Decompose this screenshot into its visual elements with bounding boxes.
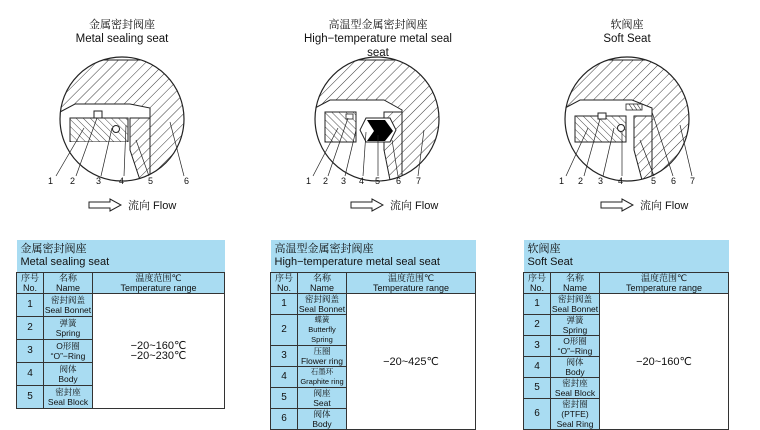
table-1-title-en: Metal sealing seat bbox=[20, 256, 110, 268]
right-arrow-icon bbox=[600, 198, 634, 212]
callout-2-7: 7 bbox=[416, 176, 422, 186]
row-name: 石墨环 Graphite ring bbox=[298, 367, 347, 388]
row-no: 3 bbox=[524, 336, 551, 357]
header-temp: 温度范围℃ Temperature range bbox=[93, 273, 225, 294]
row-no: 2 bbox=[524, 315, 551, 336]
row-name: O形圈 “O”−Ring bbox=[44, 340, 93, 363]
row-no: 2 bbox=[17, 317, 44, 340]
row-name: 密封阀盖 Seal Bonnet bbox=[551, 294, 599, 314]
row-name: 密封圈(PTFE) Seal Ring bbox=[551, 399, 600, 430]
table-3-title bbox=[524, 240, 729, 273]
row-name: 阀体 Body bbox=[298, 409, 347, 430]
row-no: 2 bbox=[271, 315, 298, 346]
table-2-title-en: High−temperature metal seal seat bbox=[274, 256, 440, 268]
row-no: 3 bbox=[271, 346, 298, 367]
flow-label-1: 流向 Flow bbox=[128, 200, 177, 212]
diagram-1-title-zh: 金属密封阀座 bbox=[89, 19, 155, 31]
row-no: 4 bbox=[271, 367, 298, 388]
header-name: 名称 Name bbox=[44, 273, 93, 294]
row-name: 阀体 Body bbox=[551, 357, 600, 378]
temp-range: −20~160℃ bbox=[600, 294, 729, 430]
callout-1-3: 3 bbox=[96, 176, 102, 186]
header-name: 名称 Name bbox=[298, 273, 347, 294]
row-name: 蝶簧 Butterfly Spring bbox=[298, 315, 347, 346]
row-name: 阀体 Body bbox=[44, 363, 93, 386]
row-name: 阀座 Seat bbox=[298, 388, 347, 409]
header-no: 序号 No. bbox=[271, 273, 298, 294]
callout-3-5: 5 bbox=[651, 176, 657, 186]
row-name: 弹簧 Spring bbox=[44, 317, 93, 340]
flow-indicator-3 bbox=[600, 197, 688, 213]
callout-1-1: 1 bbox=[48, 176, 54, 186]
header-name: 名称 Name bbox=[551, 273, 600, 294]
callout-2-5: 5 bbox=[375, 176, 381, 186]
flow-label-2: 流向 Flow bbox=[390, 200, 439, 212]
callout-2-1: 1 bbox=[306, 176, 312, 186]
header-temp: 温度范围℃ Temperature range bbox=[600, 273, 729, 294]
row-name: 密封座 Seal Block bbox=[551, 378, 600, 399]
callout-1-5: 5 bbox=[148, 176, 154, 186]
row-no: 1 bbox=[271, 294, 298, 315]
table-3 bbox=[523, 240, 729, 430]
callout-3-4: 4 bbox=[618, 176, 624, 186]
header-temp: 温度范围℃ Temperature range bbox=[347, 273, 476, 294]
callout-2-6: 6 bbox=[396, 176, 402, 186]
table-2-title bbox=[271, 240, 476, 273]
diagram-3-title-zh: 软阀座 bbox=[610, 19, 644, 31]
row-no: 5 bbox=[17, 386, 44, 409]
row-no: 4 bbox=[524, 357, 551, 378]
diagram-3-title-en: Soft Seat bbox=[603, 33, 651, 45]
table-1 bbox=[16, 240, 225, 409]
callout-2-3: 3 bbox=[341, 176, 347, 186]
table-1-title bbox=[17, 240, 225, 273]
callout-3-3: 3 bbox=[598, 176, 604, 186]
temp-range: −20~425℃ bbox=[347, 294, 476, 430]
callout-3-6: 6 bbox=[671, 176, 677, 186]
table-2 bbox=[270, 240, 476, 430]
callout-1-6: 6 bbox=[184, 176, 190, 186]
row-no: 5 bbox=[271, 388, 298, 409]
header-no: 序号 No. bbox=[17, 273, 44, 294]
diagram-2-title-zh: 高温型金属密封阀座 bbox=[328, 19, 428, 31]
row-no: 3 bbox=[17, 340, 44, 363]
callout-2-2: 2 bbox=[323, 176, 329, 186]
callout-3-2: 2 bbox=[578, 176, 584, 186]
table-2-title-zh: 高温型金属密封阀座 bbox=[274, 243, 374, 255]
row-no: 5 bbox=[524, 378, 551, 399]
row-no: 1 bbox=[524, 294, 551, 315]
temp-range: −20~160℃ −20~230℃ bbox=[93, 294, 225, 409]
row-no: 6 bbox=[271, 409, 298, 430]
diagram-1-title-en: Metal sealing seat bbox=[75, 33, 169, 45]
row-name: O形圈 “O”−Ring bbox=[551, 336, 600, 357]
table-3-title-en: Soft Seat bbox=[527, 256, 573, 268]
header-no: 序号 No. bbox=[524, 273, 551, 294]
row-name: 压圈 Flower ring bbox=[298, 346, 347, 367]
table-1-title-zh: 金属密封阀座 bbox=[20, 243, 87, 255]
row-no: 6 bbox=[524, 399, 551, 430]
callout-3-7: 7 bbox=[690, 176, 696, 186]
diagram-2-title-en: High−temperature metal seal seat bbox=[304, 33, 452, 59]
flow-label-3: 流向 Flow bbox=[640, 200, 689, 212]
callout-1-2: 2 bbox=[70, 176, 76, 186]
row-name: 密封阀盖 Seal Bonnet bbox=[44, 295, 92, 315]
callout-3-1: 1 bbox=[559, 176, 565, 186]
callout-1-4: 4 bbox=[119, 176, 125, 186]
row-no: 4 bbox=[17, 363, 44, 386]
row-name: 密封座 Seal Block bbox=[44, 386, 93, 409]
row-name: 弹簧 Spring bbox=[551, 315, 600, 336]
callout-2-4: 4 bbox=[359, 176, 365, 186]
row-no: 1 bbox=[17, 294, 44, 317]
table-3-title-zh: 软阀座 bbox=[527, 243, 561, 255]
row-name: 密封阀盖 Seal Bonnet bbox=[298, 294, 346, 314]
